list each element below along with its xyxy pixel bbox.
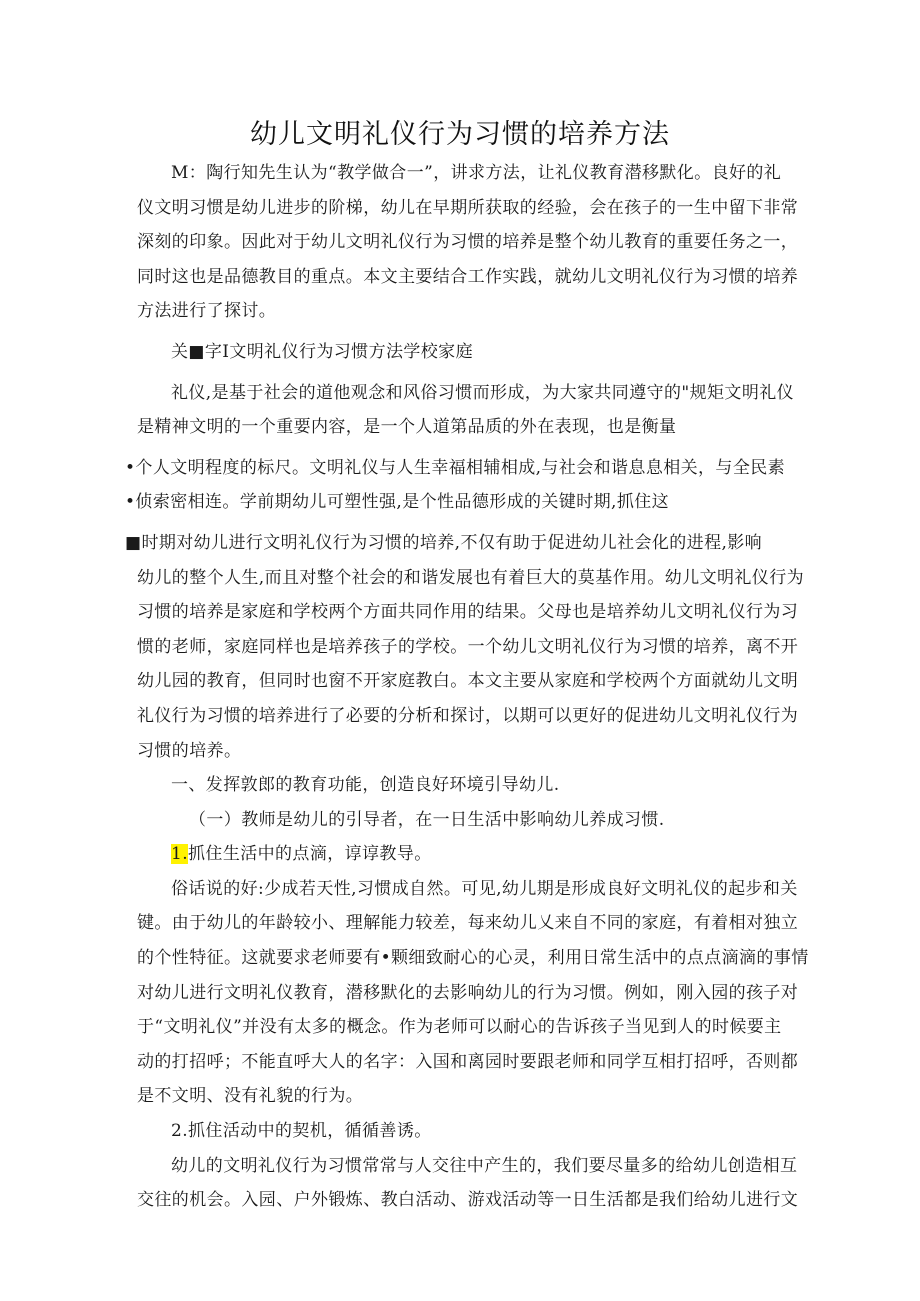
text-line: 是精神文明的一个重要内容，是一个人道第品质的外在表现，也是衡量 <box>137 417 677 438</box>
text-line: 深刻的印象。因此对于幼儿文明礼仪行为习惯的培养是整个幼儿教育的重要任务之一， <box>137 232 799 253</box>
section-heading: 一、发挥敦郎的教育功能，创造良好环境引导幼儿. <box>171 775 560 796</box>
text-line: 于“文明礼仪”并没有太多的概念。作为老师可以耐心的告诉孩子当见到人的时候要主 <box>137 1017 782 1038</box>
text-line: 交往的机会。入园、户外锻炼、教白活动、游戏活动等一日生活都是我们给幼儿进行文 <box>137 1190 799 1211</box>
text-line: 仪文明习惯是幼儿进步的阶梯，幼儿在早期所获取的经验，会在孩子的一生中留下非常 <box>137 197 799 218</box>
text-line: 幼儿的文明礼仪行为习惯常常与人交往中产生的，我们要尽量多的给幼儿创造相互 <box>171 1155 798 1176</box>
item-text: 抓住生活中的点滴，谆谆教导。 <box>188 844 432 865</box>
text-line: 幼儿的整个人生,而且对整个社会的和谐发展也有着巨大的莫基作用。幼儿文明礼仪行为 <box>137 567 805 588</box>
text-line: 键。由于幼儿的年龄较小、理解能力较差，每来幼儿乂来自不同的家庭，有着相对独立 <box>137 913 799 934</box>
text-line: 习惯的培养是家庭和学校两个方面共同作用的结果。父母也是培养幼儿文明礼仪行为习 <box>137 602 799 623</box>
text-line: 礼仪,是基于社会的道他观念和风俗习惯而形成，为大家共同遵守的"规矩文明礼仪 <box>171 382 795 403</box>
text-line: 方法进行了探讨。 <box>137 301 277 322</box>
text-line: 是不文明、没有礼貌的行为。 <box>137 1086 364 1107</box>
text-line: 的个性特征。这就要求老师要有•颗细致耐心的心灵，利用日常生活中的点点滴滴的事情 <box>137 948 809 969</box>
text-line: •侦索密相连。学前期幼儿可塑性强,是个性品德形成的关键时期,抓住这 <box>125 492 670 513</box>
item-number-highlight: 1. <box>171 844 189 865</box>
text-line: 同时这也是品德教目的重点。本文主要结合工作实践，就幼儿文明礼仪行为习惯的培养 <box>137 266 799 287</box>
document-title: 幼儿文明礼仪行为习惯的培养方法 <box>250 119 670 150</box>
subsection-heading: （一）教师是幼儿的引导者，在一日生活中影响幼儿养成习惯. <box>189 809 665 830</box>
text-line: 幼儿园的教育，但同时也窗不开家庭教白。本文主要从家庭和学校两个方面就幼儿文明 <box>137 671 799 692</box>
text-line: 惯的老师，家庭同样也是培养孩子的学校。一个幼儿文明礼仪行为习惯的培养，离不开 <box>137 636 799 657</box>
text-line: M：陶行知先生认为“教学做合一”，讲求方法，让礼仪教育潜移默化。良好的礼 <box>171 163 782 183</box>
text-line: 对幼儿进行文明礼仪教育，潜移默化的去影响幼儿的行为习惯。例如，刚入园的孩子对 <box>137 982 799 1003</box>
text-line: 俗话说的好:少成若天性,习惯成自然。可见,幼儿期是形成良好文明礼仪的起步和关 <box>171 878 798 899</box>
document-body <box>125 156 809 1218</box>
text-line: •个人文明程度的标尺。文明礼仪与人生幸福相辅相成,与社会和谐息息相关，与全民素 <box>125 457 786 478</box>
text-line: 礼仪行为习惯的培养进行了必要的分析和探讨，以期可以更好的促进幼儿文明礼仪行为 <box>137 705 799 726</box>
keywords-line: 关■字I文明礼仪行为习惯方法学校家庭 <box>171 341 473 362</box>
item-heading <box>137 837 789 872</box>
text-line: ■时期对幼儿进行文明礼仪行为习惯的培养,不仅有助于促进幼儿社会化的进程,影响 <box>125 532 763 553</box>
text-line: 动的打招呼；不能直呼大人的名字：入国和离园时要跟老师和同学互相打招呼，否则都 <box>137 1051 799 1072</box>
item-heading: 2.抓住活动中的契机，循循善诱。 <box>171 1121 432 1142</box>
text-line: 习惯的培养。 <box>137 740 242 761</box>
